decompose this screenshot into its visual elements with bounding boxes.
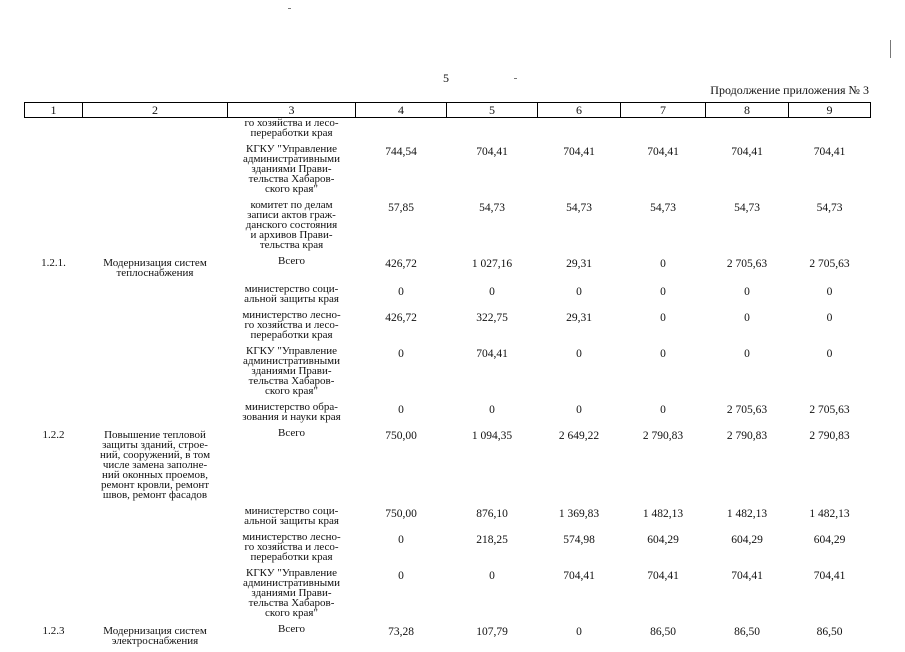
- row-value-cell: 2 705,63: [789, 402, 871, 422]
- row-value-cell: 54,73: [621, 200, 706, 250]
- row-value-cell: 0: [356, 284, 447, 304]
- row-spacer-cell: [25, 646, 871, 652]
- row-code-cell: [25, 200, 83, 250]
- row-value-cell: 1 482,13: [789, 506, 871, 526]
- row-value-cell: 2 705,63: [789, 256, 871, 278]
- table-row: [25, 284, 871, 304]
- row-value-cell: 574,98: [538, 532, 621, 562]
- row-value-cell: 0: [356, 402, 447, 422]
- row-name-cell: [83, 200, 228, 250]
- row-value-cell: 0: [356, 532, 447, 562]
- row-name-cell: [83, 284, 228, 304]
- row-executor-cell: министерство лесно- го хозяйства и лесо- переработки края: [228, 532, 356, 562]
- row-name-cell: Модернизация систем электроснабжения: [83, 624, 228, 646]
- row-value-cell: [356, 118, 447, 139]
- row-executor-cell: Всего: [228, 624, 356, 646]
- row-value-cell: 54,73: [789, 200, 871, 250]
- row-name-cell: [83, 568, 228, 618]
- row-executor-cell: Всего: [228, 428, 356, 500]
- table-row: [25, 144, 871, 194]
- row-executor-cell: министерство обра- зования и науки края: [228, 402, 356, 422]
- row-value-cell: 86,50: [621, 624, 706, 646]
- row-code-cell: 1.2.1.: [25, 256, 83, 278]
- page-number: 5: [443, 71, 449, 86]
- column-header: 8: [706, 103, 789, 118]
- row-value-cell: [706, 118, 789, 139]
- row-value-cell: 704,41: [621, 568, 706, 618]
- row-spacer: [25, 646, 871, 652]
- column-number-row: [25, 103, 871, 118]
- row-value-cell: 1 369,83: [538, 506, 621, 526]
- row-value-cell: 57,85: [356, 200, 447, 250]
- row-value-cell: 704,41: [538, 144, 621, 194]
- row-code-cell: [25, 506, 83, 526]
- row-value-cell: 2 705,63: [706, 256, 789, 278]
- row-executor-cell: комитет по делам записи актов граж- данского состояния и архивов Прави- тельства края: [228, 200, 356, 250]
- continuation-label: Продолжение приложения № 3: [710, 83, 869, 98]
- scan-speck: [890, 40, 891, 58]
- scan-speck: [514, 78, 517, 79]
- table-row: [25, 568, 871, 618]
- row-value-cell: 604,29: [789, 532, 871, 562]
- row-value-cell: 29,31: [538, 256, 621, 278]
- row-value-cell: 2 705,63: [706, 402, 789, 422]
- row-value-cell: 0: [356, 568, 447, 618]
- table-row: [25, 532, 871, 562]
- table-row: [25, 506, 871, 526]
- row-executor-cell: КГКУ "Управление административными зданиями Прави- тельства Хабаров- ского края": [228, 144, 356, 194]
- row-value-cell: 750,00: [356, 428, 447, 500]
- table-row: [25, 624, 871, 646]
- row-value-cell: 0: [538, 402, 621, 422]
- row-code-cell: [25, 144, 83, 194]
- row-code-cell: 1.2.2: [25, 428, 83, 500]
- table-body: [25, 118, 871, 652]
- row-value-cell: 0: [789, 346, 871, 396]
- row-value-cell: 0: [621, 284, 706, 304]
- row-executor-cell: министерство лесно- го хозяйства и лесо- переработки края: [228, 310, 356, 340]
- row-value-cell: 218,25: [447, 532, 538, 562]
- row-value-cell: 0: [621, 256, 706, 278]
- row-value-cell: 0: [621, 346, 706, 396]
- table-row: [25, 346, 871, 396]
- row-value-cell: 1 027,16: [447, 256, 538, 278]
- column-header: 7: [621, 103, 706, 118]
- row-name-cell: [83, 310, 228, 340]
- column-header: 3: [228, 103, 356, 118]
- row-executor-cell: го хозяйства и лесо- переработки края: [228, 118, 356, 139]
- row-name-cell: Модернизация систем теплоснабжения: [83, 256, 228, 278]
- row-value-cell: 0: [789, 310, 871, 340]
- table-row: [25, 402, 871, 422]
- column-header: 9: [789, 103, 871, 118]
- table-row: [25, 310, 871, 340]
- row-value-cell: 704,41: [538, 568, 621, 618]
- row-value-cell: [538, 118, 621, 139]
- row-value-cell: 0: [538, 284, 621, 304]
- row-name-cell: [83, 346, 228, 396]
- row-value-cell: 86,50: [706, 624, 789, 646]
- row-value-cell: 54,73: [538, 200, 621, 250]
- row-value-cell: [621, 118, 706, 139]
- row-executor-cell: Всего: [228, 256, 356, 278]
- row-name-cell: [83, 506, 228, 526]
- row-value-cell: 704,41: [706, 144, 789, 194]
- row-code-cell: [25, 532, 83, 562]
- row-value-cell: 0: [538, 346, 621, 396]
- row-value-cell: [789, 118, 871, 139]
- row-value-cell: 704,41: [447, 144, 538, 194]
- row-value-cell: 0: [356, 346, 447, 396]
- row-value-cell: 604,29: [621, 532, 706, 562]
- row-value-cell: 0: [447, 284, 538, 304]
- row-name-cell: [83, 402, 228, 422]
- row-code-cell: [25, 118, 83, 139]
- table-row: [25, 256, 871, 278]
- row-code-cell: [25, 568, 83, 618]
- row-value-cell: 0: [706, 346, 789, 396]
- row-value-cell: 744,54: [356, 144, 447, 194]
- row-value-cell: [447, 118, 538, 139]
- row-value-cell: 704,41: [789, 568, 871, 618]
- row-value-cell: 704,41: [706, 568, 789, 618]
- row-value-cell: 2 790,83: [621, 428, 706, 500]
- row-value-cell: 0: [789, 284, 871, 304]
- row-executor-cell: министерство соци- альной защиты края: [228, 284, 356, 304]
- row-value-cell: 704,41: [447, 346, 538, 396]
- row-value-cell: 86,50: [789, 624, 871, 646]
- row-value-cell: 107,79: [447, 624, 538, 646]
- column-header: 4: [356, 103, 447, 118]
- table-row: [25, 428, 871, 500]
- budget-table: [24, 102, 871, 652]
- row-value-cell: 704,41: [789, 144, 871, 194]
- row-value-cell: 73,28: [356, 624, 447, 646]
- row-code-cell: [25, 402, 83, 422]
- row-code-cell: [25, 284, 83, 304]
- column-header: 6: [538, 103, 621, 118]
- row-value-cell: 2 790,83: [789, 428, 871, 500]
- table-row: [25, 118, 871, 139]
- row-executor-cell: КГКУ "Управление административными зданиями Прави- тельства Хабаров- ского края": [228, 346, 356, 396]
- scan-speck: [288, 8, 291, 9]
- column-header: 1: [25, 103, 83, 118]
- row-value-cell: 2 649,22: [538, 428, 621, 500]
- row-value-cell: 1 094,35: [447, 428, 538, 500]
- row-value-cell: 0: [706, 284, 789, 304]
- row-name-cell: [83, 118, 228, 139]
- row-value-cell: 426,72: [356, 256, 447, 278]
- row-value-cell: 2 790,83: [706, 428, 789, 500]
- row-value-cell: 0: [706, 310, 789, 340]
- row-value-cell: 0: [621, 402, 706, 422]
- row-value-cell: 0: [621, 310, 706, 340]
- table-row: [25, 200, 871, 250]
- row-code-cell: [25, 310, 83, 340]
- row-value-cell: 0: [447, 568, 538, 618]
- row-value-cell: 54,73: [706, 200, 789, 250]
- row-executor-cell: министерство соци- альной защиты края: [228, 506, 356, 526]
- row-executor-cell: КГКУ "Управление административными зданиями Прави- тельства Хабаров- ского края": [228, 568, 356, 618]
- row-value-cell: 0: [538, 624, 621, 646]
- row-name-cell: Повышение тепловой защиты зданий, строе- ний, сооружений, в том числе замена заполне- ний оконных проемов, ремонт кровли, ремонт швов, ремонт фасадов: [83, 428, 228, 500]
- row-code-cell: [25, 346, 83, 396]
- row-value-cell: 604,29: [706, 532, 789, 562]
- column-header: 5: [447, 103, 538, 118]
- row-value-cell: 322,75: [447, 310, 538, 340]
- row-value-cell: 750,00: [356, 506, 447, 526]
- row-value-cell: 1 482,13: [621, 506, 706, 526]
- row-value-cell: 876,10: [447, 506, 538, 526]
- row-value-cell: 1 482,13: [706, 506, 789, 526]
- row-value-cell: 426,72: [356, 310, 447, 340]
- row-value-cell: 704,41: [621, 144, 706, 194]
- row-code-cell: 1.2.3: [25, 624, 83, 646]
- row-value-cell: 0: [447, 402, 538, 422]
- row-name-cell: [83, 532, 228, 562]
- row-value-cell: 54,73: [447, 200, 538, 250]
- column-header: 2: [83, 103, 228, 118]
- row-name-cell: [83, 144, 228, 194]
- row-value-cell: 29,31: [538, 310, 621, 340]
